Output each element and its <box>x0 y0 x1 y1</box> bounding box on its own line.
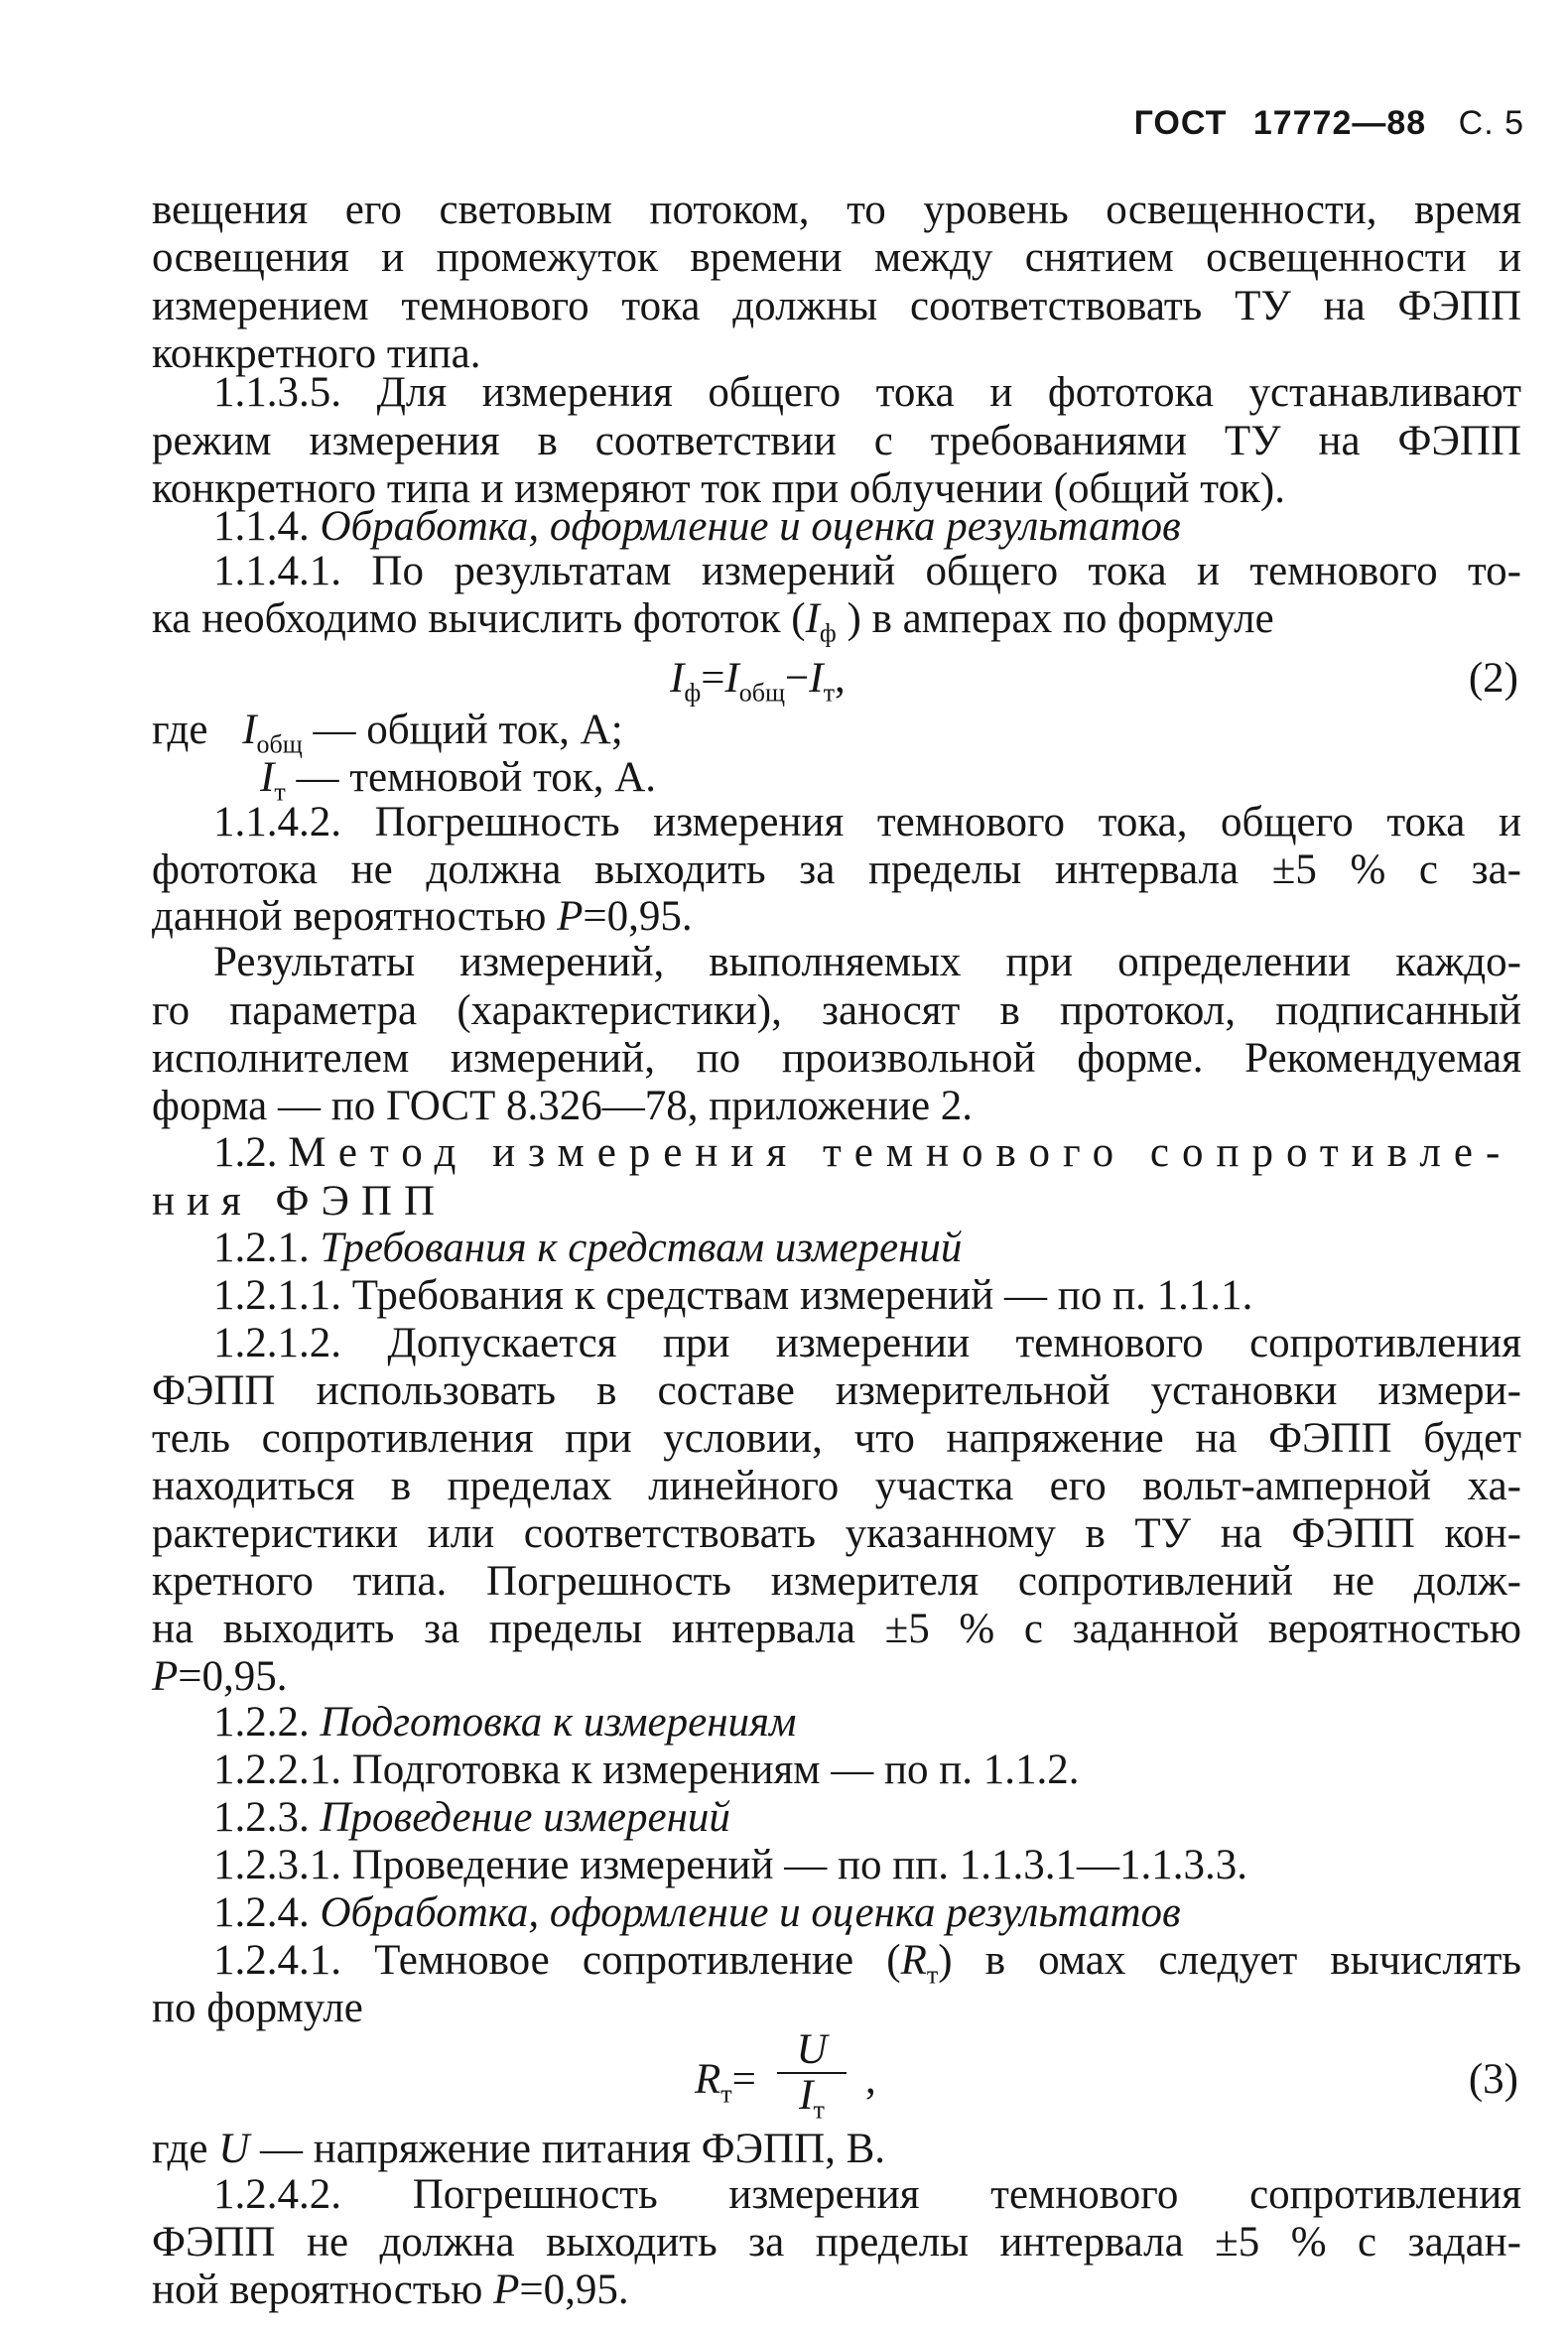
text-line: ка необходимо вычислить фототок ($I_ф$ ) в амперах по формуле <box>152 595 1274 648</box>
where-line: $I_т$ — темновой ток, А. <box>260 754 656 807</box>
text-line: 1.2.3.1. Проведение измерений — по пп. 1.1.3.1—1.1.3.3. <box>213 1842 1248 1888</box>
text-line: кретного типа. Погрешность измерителя сопротивлений не долж- <box>152 1558 1521 1605</box>
section-title: Обработка, оформление и оценка результатов <box>320 503 1181 550</box>
section-number: 1.2.1. <box>213 1225 310 1271</box>
fraction-numerator: U <box>777 2028 847 2074</box>
section-title: Требования к средствам измерений <box>320 1225 963 1271</box>
text-line: освещения и промежуток времени между снятием освещенности и <box>152 234 1521 281</box>
header-page-number: С. 5 <box>1458 104 1524 142</box>
text-line: рактеристики или соответствовать указанному в ТУ на ФЭПП кон- <box>152 1510 1521 1557</box>
formula-3-fraction <box>777 2026 847 2125</box>
section-number: 1.1.4. <box>213 503 310 550</box>
text-line: конкретного типа и измеряют ток при облучении (общий ток). <box>152 465 1285 512</box>
section-heading <box>213 1699 1521 1747</box>
text-line: 1.2.4.2. Погрешность измерения темнового сопротивления <box>213 2171 1521 2218</box>
text-line: исполнителем измерений, по произвольной форме. Рекомендуемая <box>152 1035 1521 1082</box>
section-title: Обработка, оформление и оценка результатов <box>320 1889 1181 1936</box>
section-title-continued: ния ФЭПП <box>152 1178 448 1225</box>
text-line: 1.1.4.2. Погрешность измерения темнового тока, общего тока и <box>213 799 1521 845</box>
section-heading <box>213 1129 1521 1177</box>
text-line: тель сопротивления при условии, что напряжение на ФЭПП будет <box>152 1415 1521 1462</box>
text-line: ФЭПП не должна выходить за пределы интервала ±5 % с задан- <box>152 2219 1521 2266</box>
header-number: 17772—88 <box>1252 104 1427 142</box>
section-heading <box>213 1889 1521 1937</box>
section-title: Подготовка к измерениям <box>320 1699 797 1746</box>
text-line: ФЭПП использовать в составе измерительной установки измери- <box>152 1367 1521 1414</box>
section-heading <box>213 503 1521 551</box>
section-number: 1.2.2. <box>213 1699 310 1746</box>
text-line: вещения его световым потоком, то уровень освещенности, время <box>152 187 1521 233</box>
section-number: 1.2. <box>213 1129 278 1176</box>
text-line: по формуле <box>152 1985 363 2031</box>
text-line: на выходить за пределы интервала ±5 % с заданной вероятностью <box>152 1606 1521 1652</box>
text-line: 1.1.3.5. Для измерения общего тока и фототока устанавливают <box>213 369 1521 416</box>
equation-number: (3) <box>1468 2056 1518 2103</box>
section-number: 1.2.3. <box>213 1794 310 1841</box>
text-line: данной вероятностью P=0,95. <box>152 893 693 940</box>
text-line: режим измерения в соответствии с требованиями ТУ на ФЭПП <box>152 418 1521 464</box>
section-number: 1.2.4. <box>213 1889 310 1936</box>
text-line: измерением темнового тока должны соответствовать ТУ на ФЭПП <box>152 283 1521 329</box>
section-heading <box>213 1794 1521 1842</box>
where-line: где U — напряжение питания ФЭПП, В. <box>152 2126 886 2172</box>
text-line: го параметра (характеристики), заносят в протокол, подписанный <box>152 987 1521 1034</box>
header-standard: ГОСТ <box>1133 104 1228 142</box>
text-line: конкретного типа. <box>152 330 481 377</box>
formula-3: $R_т=$ <box>695 2056 756 2109</box>
section-heading <box>213 1225 1521 1272</box>
running-header <box>1134 104 1524 143</box>
section-title: Проведение измерений <box>320 1794 730 1841</box>
text-line: 1.2.1.1. Требования к средствам измерений — по п. 1.1.1. <box>213 1272 1253 1319</box>
equation-number: (2) <box>1468 655 1518 702</box>
text-line: 1.2.4.1. Темновое сопротивление $(R_т)$ в омах следует вычислять <box>213 1937 1521 1990</box>
text-line: форма — по ГОСТ 8.326—78, приложение 2. <box>152 1083 974 1129</box>
text-line: 1.2.2.1. Подготовка к измерениям — по п. 1.1.2. <box>213 1747 1080 1793</box>
formula-3-comma: , <box>865 2056 876 2103</box>
text-line: Результаты измерений, выполняемых при определении каждо- <box>213 939 1521 985</box>
text-line: 1.2.1.2. Допускается при измерении темнового сопротивления <box>213 1320 1521 1366</box>
text-line: 1.1.4.1. По результатам измерений общего тока и темнового то- <box>213 548 1521 594</box>
fraction-denominator: $I_т$ <box>799 2072 825 2125</box>
section-title: Метод измерения темнового сопротивле- <box>288 1129 1513 1176</box>
text-line: P=0,95. <box>152 1653 288 1700</box>
text-line: находиться в пределах линейного участка его вольт-амперной ха- <box>152 1463 1521 1509</box>
text-line: ной вероятностью P=0,95. <box>152 2267 629 2313</box>
formula-2: $I_ф=I_{общ}-I_т$, <box>670 655 846 708</box>
text-line: фототока не должна выходить за пределы интервала ±5 % с за- <box>152 846 1521 893</box>
where-line: где $I_{общ}$ — общий ток, А; <box>152 707 623 759</box>
